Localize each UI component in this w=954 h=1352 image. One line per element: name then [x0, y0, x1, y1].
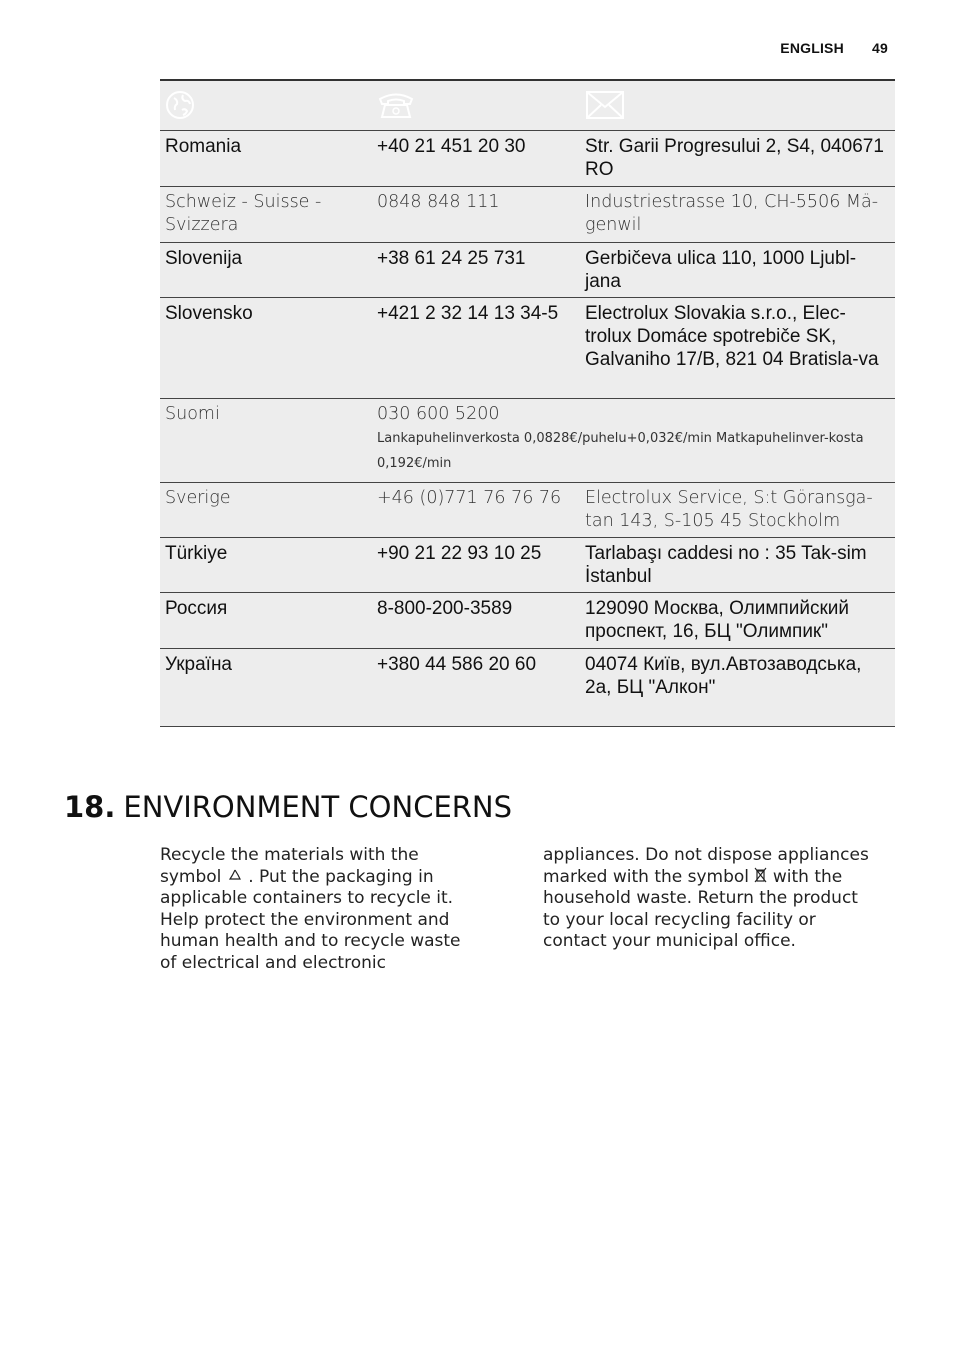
- globe-icon: [165, 90, 195, 120]
- address-cell: Tarlabaşı caddesi no : 35 Tak-sim İstanbul: [585, 543, 867, 587]
- country-cell: Россия: [165, 598, 228, 619]
- phone-cell: 8-800-200-3589: [377, 598, 513, 619]
- country-cell: Україна: [165, 654, 233, 675]
- country-cell: Romania: [165, 136, 242, 157]
- body-text: Recycle the materials with the symbol: [160, 845, 419, 887]
- address-cell: Electrolux Slovakia s.r.o., Elec-trolux Domáce spotrebiče SK, Galvaniho 17/B, 821 04 Bratisla-va: [585, 303, 879, 370]
- header-language: ENGLISH: [780, 40, 844, 56]
- table-row: [160, 399, 895, 483]
- address-cell: 129090 Москва, Олимпийский проспект, 16, БЦ "Олимпик": [585, 598, 849, 642]
- phone-cell: +46 (0)771 76 76 76: [377, 488, 562, 508]
- country-cell: Schweiz - Suisse - Svizzera: [165, 192, 322, 235]
- phone-cell: 030 600 5200: [377, 404, 500, 424]
- phone-cell: 0848 848 111: [377, 192, 500, 212]
- page-header: [780, 40, 888, 56]
- address-cell: Electrolux Service, S:t Göransga-tan 143, S-105 45 Stockholm: [585, 488, 873, 531]
- section-title: ENVIRONMENT CONCERNS: [123, 790, 513, 824]
- table-row: [160, 187, 895, 243]
- address-cell: Industriestrasse 10, CH-5506 Mä-genwil: [585, 192, 879, 235]
- country-cell: Sverige: [165, 488, 231, 508]
- crossed-bin-icon: [754, 867, 767, 884]
- envelope-icon: [585, 90, 625, 120]
- table-row: [160, 483, 895, 538]
- address-cell: 04074 Київ, вул.Автозаводська, 2а, БЦ "Алкон": [585, 654, 862, 698]
- address-cell: Gerbičeva ulica 110, 1000 Ljubl-jana: [585, 248, 857, 292]
- table-row: [160, 538, 895, 593]
- table-header-row: [160, 81, 895, 131]
- tariff-note: Lankapuhelinverkosta 0,0828€/puhelu+0,032€/min Matkapuhelinver-kosta 0,192€/min: [377, 431, 864, 471]
- address-cell: Str. Garii Progresului 2, S4, 040671 RO: [585, 136, 884, 180]
- phone-cell: +421 2 32 14 13 34-5: [377, 303, 559, 324]
- table-row: [160, 298, 895, 399]
- recycle-icon: [227, 868, 243, 884]
- phone-cell: +40 21 451 20 30: [377, 136, 526, 157]
- section-number: 18.: [64, 790, 116, 824]
- country-cell: Türkiye: [165, 543, 228, 564]
- phone-icon: [377, 90, 415, 120]
- table-row: [160, 649, 895, 727]
- page-number: 49: [872, 40, 888, 56]
- country-cell: Slovenija: [165, 248, 243, 269]
- contacts-table: [160, 79, 895, 727]
- country-cell: Suomi: [165, 404, 220, 424]
- section-text-right: [543, 845, 873, 953]
- phone-cell: +380 44 586 20 60: [377, 654, 537, 675]
- phone-cell: +90 21 22 93 10 25: [377, 543, 542, 564]
- table-row: [160, 131, 895, 187]
- table-row: [160, 593, 895, 649]
- phone-cell: +38 61 24 25 731: [377, 248, 526, 269]
- country-cell: Slovensko: [165, 303, 253, 324]
- body-text: . Put the packaging in applicable containers to recycle it. Help protect the environment and human health and to recycle waste of electrical and electronic: [160, 866, 461, 973]
- table-row: [160, 243, 895, 298]
- body-text: with the household waste. Return the product to your local recycling facility or contact your municipal office.: [543, 866, 858, 952]
- section-heading: [64, 790, 512, 824]
- section-text-left: [160, 845, 465, 975]
- body-text: appliances. Do not dispose appliances marked with the symbol: [543, 845, 869, 887]
